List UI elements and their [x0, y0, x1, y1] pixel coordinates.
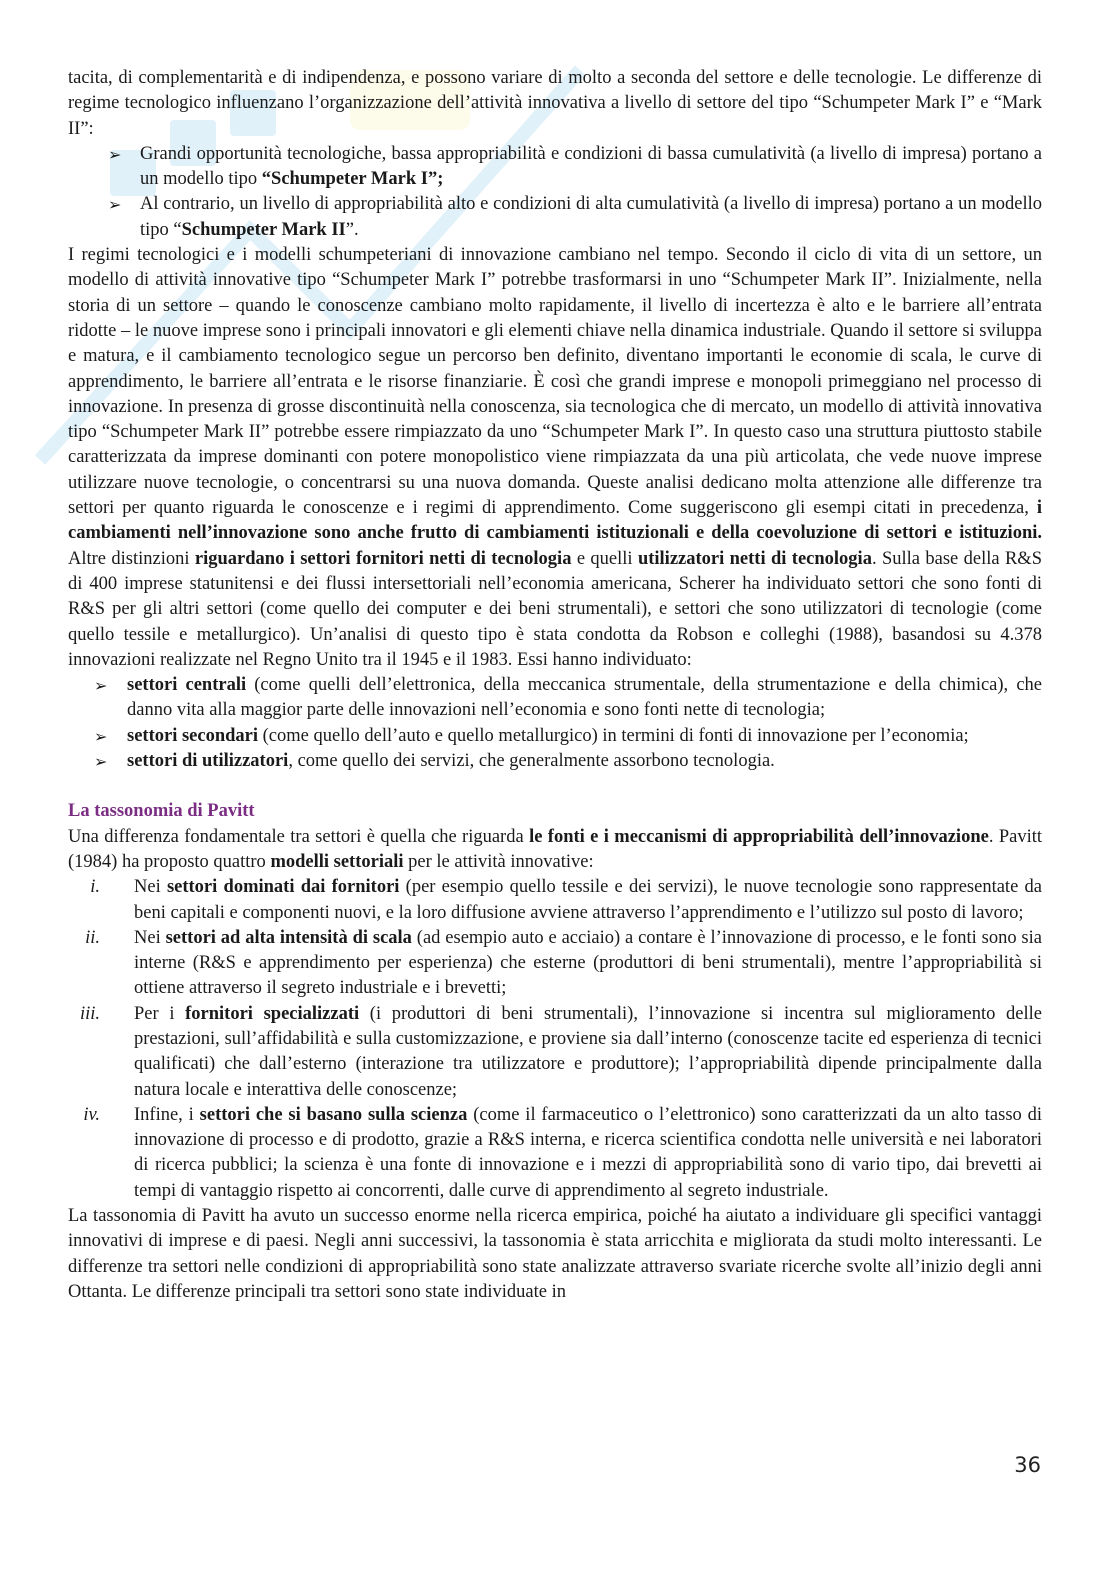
- paragraph-2: I regimi tecnologici e i modelli schumpeteriani di innovazione cambiano nel tempo. Secondo il ciclo di vita di un settore, un modello di attività innovative tipo “Schumpeter Mark I” potrebbe trasformarsi in uno “Schumpeter Mark II”. Inizialmente, nella storia di un settore – quando le conoscenze cambiano molto rapidamente, il livello di incertezza è alto e le barriere all’entrata ridotte – le nuove imprese sono i principali innovatori e gli elementi chiave nella dinamica industriale. Quando il settore si sviluppa e matura, e il cambiamento tecnologico segue un percorso ben definito, diventano importanti le economie di scala, le curve di apprendimento, le barriere all’entrata e le risorse finanziarie. È così che grandi imprese e monopoli primeggiano nel processo di innovazione. In presenza di grosse discontinuità nella conoscenza, sia tecnologica che di mercato, un modello di attività innovativa tipo “Schumpeter Mark II” potrebbe essere rimpiazzato da uno “Schumpeter Mark I”. In questo caso una struttura piuttosto stabile caratterizzata da imprese dominanti con potere monopolistico viene rimpiazzata da una più articolata, che vede nuove imprese utilizzare nuove tecnologie, o concentrarsi su una nuova domanda. Queste analisi dedicano molta attenzione alle differenze tra settori per quanto riguarda le conoscenze e i regimi di apprendimento. Come suggeriscono gli esempi citati in precedenza, i cambiamenti nell’innovazione sono anche frutto di cambiamenti istituzionali e della coevoluzione di settori e istituzioni. Altre distinzioni riguardano i settori fornitori netti di tecnologia e quelli utilizzatori netti di tecnologia. Sulla base della R&S di 400 imprese statunitensi e dei flussi intersettoriali nell’economia americana, Scherer ha individuato settori che sono fonti di R&S per gli altri settori (come quello dei computer e dei beni strumentali), e settori che sono utilizzatori di tecnologie (come quello tessile e metallurgico). Un’analisi di questo tipo è stata condotta da Robson e colleghi (1988), basandosi su 4.378 innovazioni realizzate nel Regno Unito tra il 1945 e il 1983. Essi hanno individuato:: [68, 245, 1042, 670]
- robson-list: [68, 673, 1042, 774]
- paragraph-1: tacita, di complementarità e di indipendenza, e possono variare di molto a seconda del settore e delle tecnologie. Le differenze di regime tecnologico influenzano l’organizzazione dell’attività innovativa a livello di settore del tipo “Schumpeter Mark I” e “Mark II”:: [68, 68, 1042, 139]
- list-item: ➢ settori di utilizzatori, come quello dei servizi, che generalmente assorbono tecnologia.: [68, 749, 1042, 774]
- list-item: ➢ Grandi opportunità tecnologiche, bassa appropriabilità e condizioni di bassa cumulatività (a livello di impresa) portano a un modello tipo “Schumpeter Mark I”;: [108, 143, 1042, 190]
- paragraph-4: La tassonomia di Pavitt ha avuto un successo enorme nella ricerca empirica, poiché ha aiutato a individuare gli specifici vantaggi innovativi di imprese e di paesi. Negli anni successivi, la tassonomia è stata arricchita e migliorata da studi molto interessanti. Le differenze tra settori nelle condizioni di appropriabilità sono state analizzate attraverso svariate ricerche svolte all’inizio degli anni Ottanta. Le differenze principali tra settori sono state individuate in: [68, 1206, 1042, 1302]
- list-item: iv. Infine, i settori che si basano sulla scienza (come il farmaceutico o l’elettronico) sono caratterizzati da un alto tasso di innovazione di processo e di prodotto, grazie a R&S interna, e ricerca scientifica condotta nelle università e nei laboratori di ricerca pubblici; la scienza è una fonte di innovazione e i mezzi di appropriabilità sono di vario tipo, dai brevetti ai tempi di vantaggio rispetto ai concorrenti, dalle curve di apprendimento al segreto industriale.: [83, 1104, 1043, 1201]
- paragraph-3: Una differenza fondamentale tra settori è quella che riguarda le fonti e i meccanismi di appropriabilità dell’innovazione. Pavitt (1984) ha proposto quattro modelli settoriali per le attività innovative:: [68, 826, 1043, 872]
- arrow-bullet-icon: ➢: [94, 752, 108, 772]
- arrow-bullet-icon: ➢: [94, 726, 108, 746]
- arrow-bullet-icon: ➢: [108, 144, 122, 164]
- schumpeter-list: [68, 142, 1042, 243]
- arrow-bullet-icon: ➢: [108, 195, 122, 215]
- list-item: iii. Per i fornitori specializzati (i produttori di beni strumentali), l’innovazione si incentra sul miglioramento delle prestazioni, sull’affidabilità e sulla customizzazione, e proviene sia dall’interno (conoscenze tacite ed esperienza di tecnici qualificati) che dall’esterno (interazione tra utilizzatore e produttore); l’appropriabilità dipende principalmente dalla natura locale e interattiva delle conoscenze;: [79, 1003, 1042, 1100]
- list-item: ii. Nei settori ad alta intensità di scala (ad esempio auto e acciaio) a contare è l’innovazione di processo, e le fonti sono sia interne (R&S e apprendimento per esperienza) che esterne (produttori di beni strumentali), mentre l’appropriabilità si ottiene attraverso il segreto industriale e i brevetti;: [85, 927, 1042, 999]
- page-number: 36: [1014, 1453, 1041, 1477]
- list-item: ➢ settori centrali (come quelli dell’elettronica, della meccanica strumentale, della strumentazione e della chimica), che danno vita alla maggior parte delle innovazioni nell’economia e sono fonti nette di tecnologia;: [94, 675, 1042, 721]
- page-body: [68, 66, 1042, 1305]
- list-item: ➢ Al contrario, un livello di appropriabilità alto e condizioni di alta cumulatività (a livello di impresa) portano a un modello tipo “Schumpeter Mark II”.: [108, 194, 1042, 240]
- list-item: ➢ settori secondari (come quello dell’auto e quello metallurgico) in termini di fonti di innovazione per l’economia;: [68, 724, 1042, 749]
- arrow-bullet-icon: ➢: [94, 676, 108, 696]
- list-item: i. Nei settori dominati dai fornitori (per esempio quello tessile e dei servizi), le nuove tecnologie sono rappresentate da beni capitali e componenti nuovi, e la loro diffusione avviene attraverso l’apprendimento e l’utilizzo sul posto di lavoro;: [90, 877, 1042, 923]
- section-title: La tassonomia di Pavitt: [68, 801, 255, 822]
- pavitt-list: [68, 875, 1042, 1204]
